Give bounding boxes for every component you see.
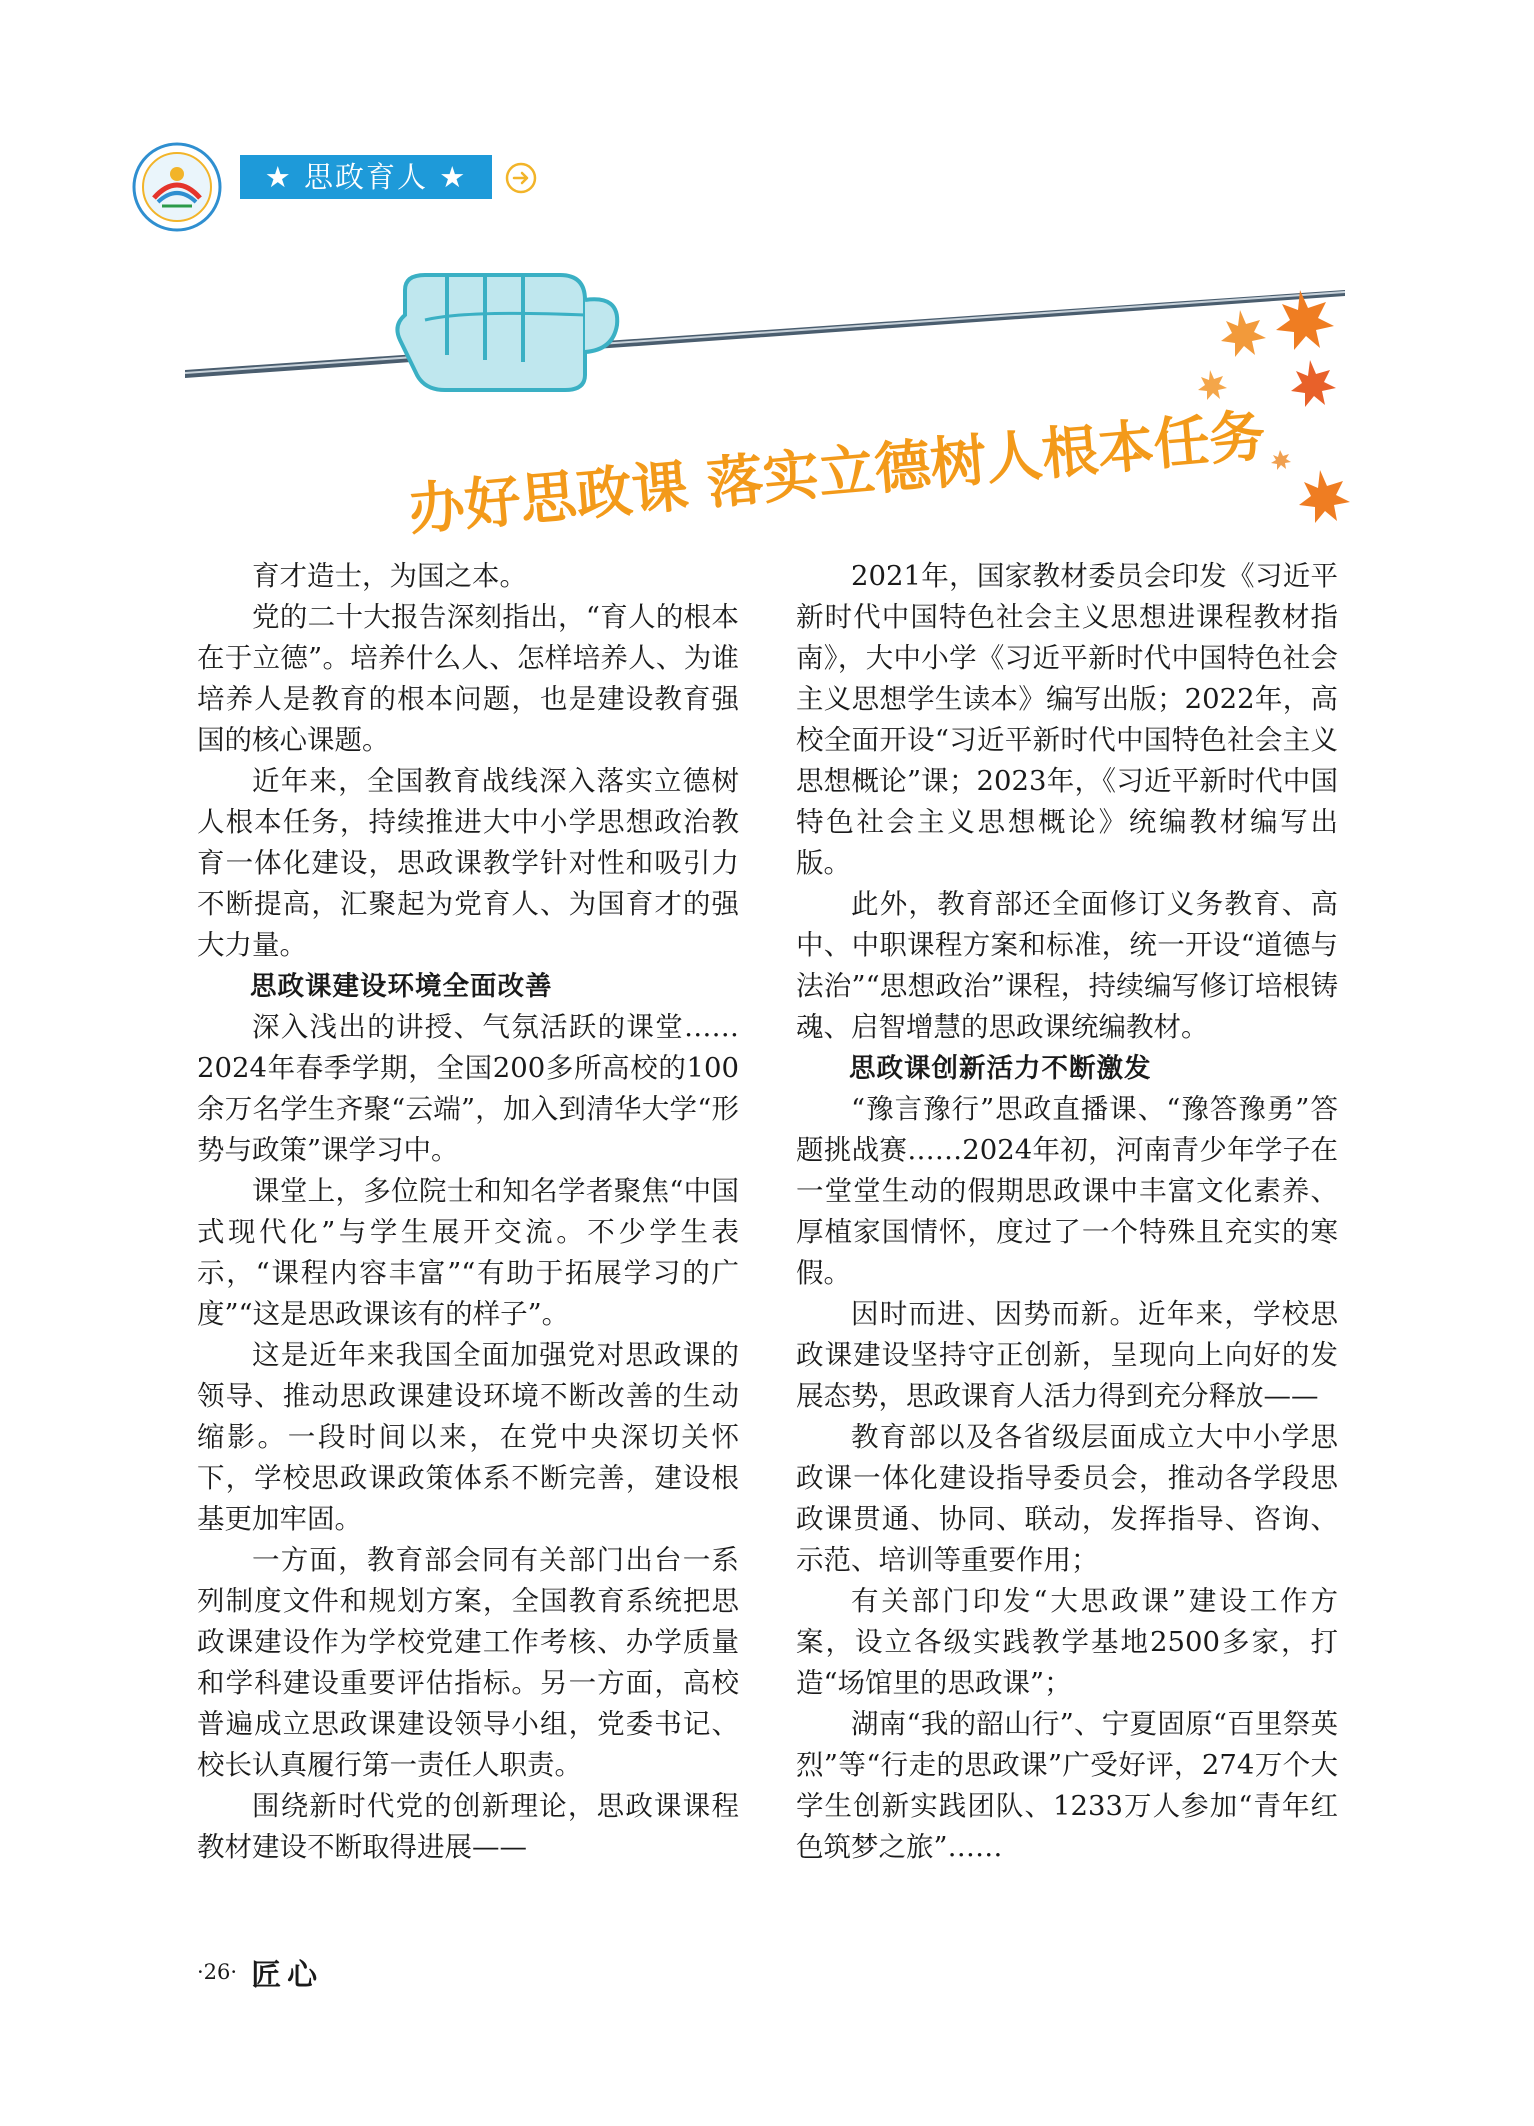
fist-rope-illustration [185,270,1345,410]
paragraph: 此外，教育部还全面修订义务教育、高中、中职课程方案和标准，统一开设“道德与法治”“思想政治”课程，持续编写修订培根铸魂、启智增慧的思政课统编教材。 [796,888,1338,1043]
paragraph: 深入浅出的讲授、气氛活跃的课堂……2024年春季学期，全国200多所高校的100余万名学生齐聚“云端”，加入到清华大学“形势与政策”课学习中。 [197,1011,739,1166]
paragraph: 一方面，教育部会同有关部门出台一系列制度文件和规划方案，全国教育系统把思政课建设作为学校党建工作考核、办学质量和学科建设重要评估指标。另一方面，高校普遍成立思政课建设领导小组，党委书记、校长认真履行第一责任人职责。 [197,1544,739,1781]
maple-leaves-decoration [1180,280,1350,535]
paragraph: 围绕新时代党的创新理论，思政课课程教材建设不断取得进展—— [197,1790,739,1863]
paragraph: “豫言豫行”思政直播课、“豫答豫勇”答题挑战赛……2024年初，河南青少年学子在一堂堂生动的假期思政课中丰富文化素养、厚植家国情怀，度过了一个特殊且充实的寒假。 [796,1093,1338,1289]
left-column [197,556,739,1868]
paragraph: 近年来，全国教育战线深入落实立德树人根本任务，持续推进大中小学思想政治教育一体化建设，思政课教学针对性和吸引力不断提高，汇聚起为党育人、为国育才的强大力量。 [197,765,739,961]
paragraph: 这是近年来我国全面加强党对思政课的领导、推动思政课建设环境不断改善的生动缩影。一段时间以来，在党中央深切关怀下，学校思政课政策体系不断完善，建设根基更加牢固。 [197,1339,739,1535]
paragraph: 有关部门印发“大思政课”建设工作方案，设立各级实践教学基地2500多家，打造“场馆里的思政课”； [796,1585,1338,1699]
section-tab: ★ 思政育人 ★ [240,155,492,199]
school-emblem-icon [132,142,222,232]
subheading: 思政课建设环境全面改善 [250,971,553,1002]
page-footer [197,1952,323,1992]
arrow-right-circle-icon [505,162,537,194]
paragraph: 教育部以及各省级层面成立大中小学思政课一体化建设指导委员会，推动各学段思政课贯通、协同、联动，发挥指导、咨询、示范、培训等重要作用； [796,1421,1338,1576]
paragraph: 党的二十大报告深刻指出，“育人的根本在于立德”。培养什么人、怎样培养人、为谁培养人是教育的根本问题，也是建设教育强国的核心课题。 [197,601,739,756]
paragraph: 因时而进、因势而新。近年来，学校思政课建设坚持守正创新，呈现向上向好的发展态势，思政课育人活力得到充分释放—— [796,1298,1338,1412]
page-number: ·26· [197,1960,238,1984]
paragraph: 育才造士，为国之本。 [252,560,527,592]
subheading: 思政课创新活力不断激发 [849,1053,1152,1084]
right-column [796,556,1338,1868]
article-title [400,400,1269,544]
paragraph: 2021年，国家教材委员会印发《习近平新时代中国特色社会主义思想进课程教材指南》，大中小学《习近平新时代中国特色社会主义思想学生读本》编写出版；2022年，高校全面开设“习近平新时代中国特色社会主义思想概论”课；2023年，《习近平新时代中国特色社会主义思想概论》统编教材编写出版。 [796,560,1338,879]
article-title-text: 办好思政课 落实立德树人根本任务 [406,403,1269,544]
paragraph: 湖南“我的韶山行”、宁夏固原“百里祭英烈”等“行走的思政课”广受好评，274万个大学生创新实践团队、1233万人参加“青年红色筑梦之旅”…… [796,1708,1338,1863]
magazine-name: 匠心 [251,1958,324,1993]
paragraph: 课堂上，多位院士和知名学者聚焦“中国式现代化”与学生展开交流。不少学生表示，“课程内容丰富”“有助于拓展学习的广度”“这是思政课该有的样子”。 [197,1175,739,1330]
